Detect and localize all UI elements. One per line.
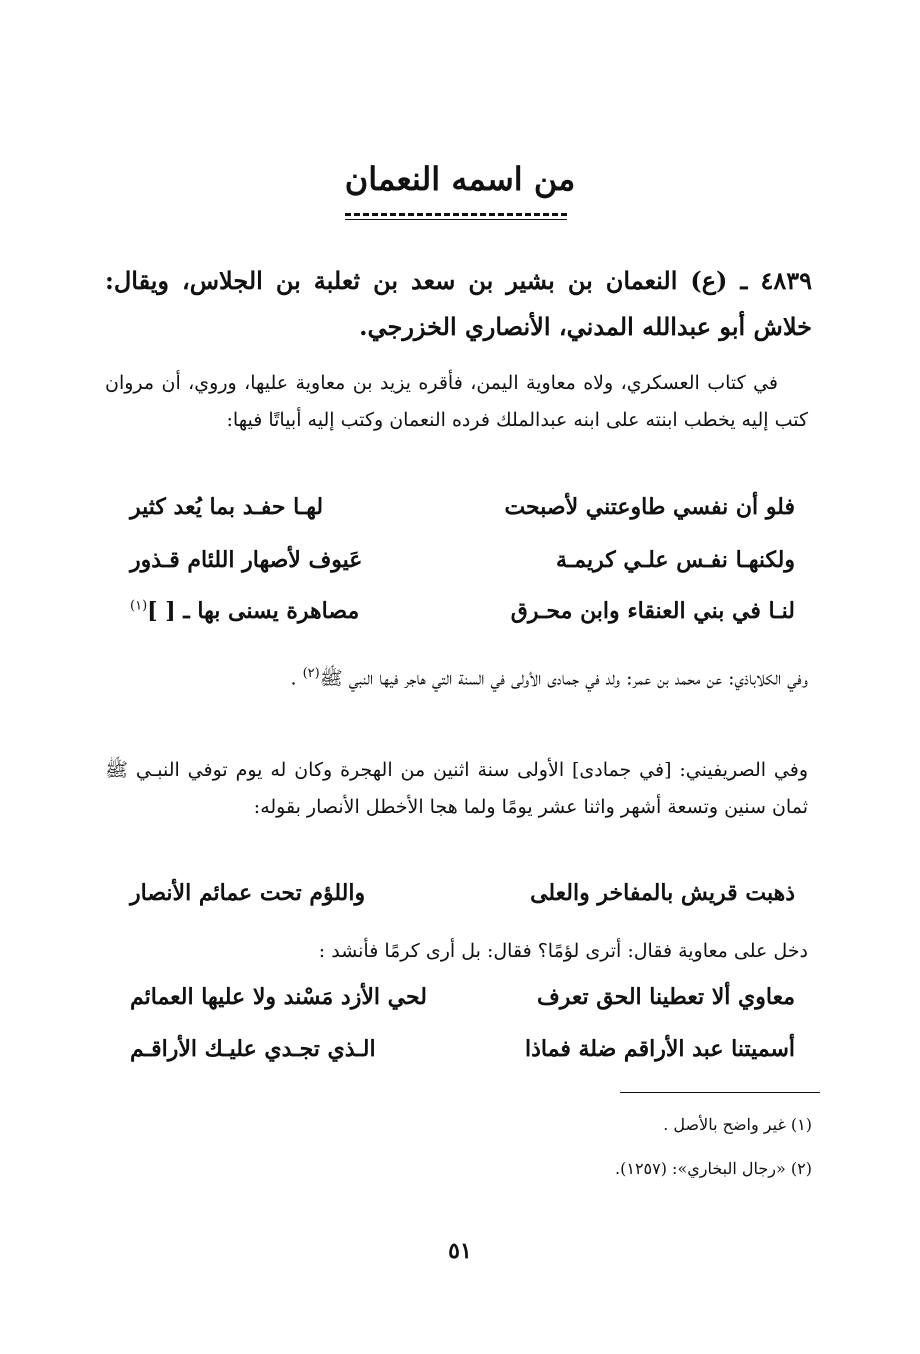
verse-text: مصاهرة يسنى بها ـ [ ] — [147, 598, 360, 624]
verse-line — [130, 880, 795, 924]
paragraph-askari: في كتاب العسكري، ولاه معاوية اليمن، فأقره يزيد بن معاوية عليها، وروي، أن مروان كتب إليه يخطب ابنته على ابنه عبدالملك فرده النعمان وكتب إليه أبياتًا فيها: — [105, 372, 808, 431]
verse-first-hemistich: فلو أن نفسي طاوعتني لأصبحت — [504, 494, 795, 520]
footnote-separator — [620, 1092, 820, 1093]
verse-line — [130, 494, 795, 538]
paragraph-end: . — [290, 667, 303, 690]
verse-line — [130, 598, 795, 642]
heading-underline — [345, 213, 567, 216]
heading-underline-thin — [345, 219, 567, 220]
section-heading: من اسمه النعمان — [344, 160, 576, 198]
verse-first-hemistich: ولكنهـا نفـس علـي كريمـة — [555, 547, 795, 573]
verse-second-hemistich: لهـا حفـد بما يُعد كثير — [130, 494, 324, 520]
verse-line — [130, 547, 795, 591]
verse-line — [130, 1036, 795, 1080]
verse-first-hemistich: أسميتنا عبد الأراقم ضلة فماذا — [525, 1036, 795, 1062]
paragraph-kalabadhi — [105, 655, 808, 697]
verse-second-hemistich — [130, 598, 359, 624]
verse-first-hemistich: معاوي ألا تعطينا الحق تعرف — [536, 984, 795, 1010]
page-number: ٥١ — [448, 1238, 472, 1264]
paragraph-muawiya: دخل على معاوية فقال: أترى لؤمًا؟ فقال: بل أرى كرمًا فأنشد : — [318, 940, 808, 962]
verse-second-hemistich: واللؤم تحت عمائم الأنصار — [130, 880, 366, 906]
entry-title: ٤٨٣٩ ـ (ع) النعمان بن بشير بن سعد بن ثعلبة بن الجلاس، ويقال: خلاش أبو عبدالله المدني، الأنصاري الخزرجي. — [105, 266, 812, 341]
verse-first-hemistich: ذهبت قريش بالمفاخر والعلى — [530, 880, 795, 906]
verse-second-hemistich: الـذي تجـدي عليـك الأراقـم — [130, 1036, 376, 1062]
verse-second-hemistich: عَيوف لأصهار اللئام قـذور — [130, 547, 363, 573]
footnote: (١) غير واضح بالأصل . — [663, 1115, 812, 1134]
paragraph-sarifini: وفي الصريفيني: [في جمادى] الأولى سنة اثنين من الهجرة وكان له يوم توفي النبـي ﷺ ثمان سنين وتسعة أشهر واثنا عشر يومًا ولما هجا الأخطل الأنصار بقوله: — [105, 759, 808, 818]
paragraph-text: وفي الكلاباذي: عن محمد بن عمر: ولد في جمادى الأولى في السنة التي هاجر فيها النبي ﷺ — [319, 667, 808, 690]
verse-second-hemistich: لحي الأزد مَسْند ولا عليها العمائم — [130, 984, 427, 1010]
footnote-marker: (١) — [130, 598, 148, 614]
verse-first-hemistich: لنـا في بني العنقاء وابن محـرق — [510, 598, 795, 624]
footnote: (٢) «رجال البخاري»: (١٢٥٧). — [615, 1159, 812, 1178]
verse-line — [130, 984, 795, 1028]
footnote-marker: (٢) — [302, 666, 320, 681]
